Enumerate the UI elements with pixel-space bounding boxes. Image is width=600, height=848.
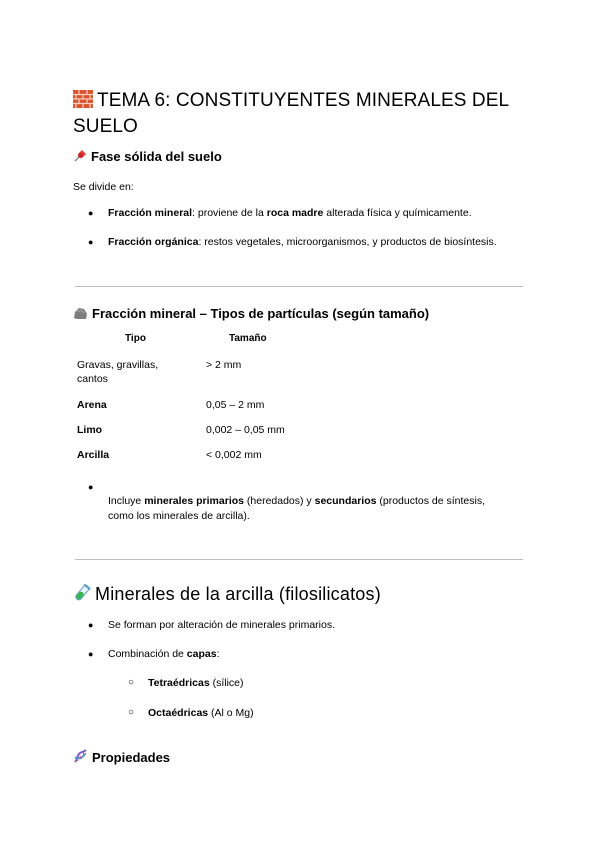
section-heading-propiedades — [73, 749, 170, 766]
bullet-icon: ● — [88, 649, 94, 659]
test-tube-icon — [73, 584, 91, 602]
heading-text: Fase sólida del suelo — [91, 149, 222, 164]
item-text: (Al o Mg) — [208, 707, 254, 719]
item-text: : restos vegetales, microorganismos, y productos de biosíntesis. — [198, 236, 497, 248]
note-text: Incluye — [108, 495, 145, 507]
table-cell-size: 0,002 – 0,05 mm — [206, 424, 285, 436]
table-header: Tamaño — [229, 333, 267, 344]
table-cell-tipo: Arena — [77, 399, 107, 411]
item-text: : — [216, 648, 220, 660]
table-cell-tipo: Limo — [77, 424, 103, 436]
heading-text: Fracción mineral – Tipos de partículas (según tamaño) — [92, 306, 430, 321]
table-cell-tipo: Gravas, gravillas, cantos — [77, 359, 159, 385]
page-title — [73, 88, 533, 140]
dna-icon — [73, 749, 88, 764]
item-text: Se forman por alteración de minerales primarios. — [108, 619, 336, 631]
pushpin-icon — [73, 149, 87, 163]
note-bold: secundarios — [314, 495, 377, 507]
section-divider — [75, 286, 523, 287]
intro-text: Se divide en: — [73, 181, 134, 193]
item-bold: Fracción orgánica — [108, 236, 199, 248]
item-text: : proviene de la — [192, 207, 267, 219]
item-bold: Fracción mineral — [108, 207, 193, 219]
rock-icon — [73, 307, 88, 320]
item-text: alterada física y químicamente. — [323, 207, 472, 219]
bullet-icon: ● — [88, 237, 94, 247]
table-cell-size: < 0,002 mm — [206, 449, 262, 461]
table-cell-tipo: Arcilla — [77, 449, 110, 461]
bullet-icon: ● — [88, 482, 94, 492]
note-text: (productos de síntesis, — [376, 495, 486, 507]
brick-icon — [73, 90, 93, 108]
item-bold: roca madre — [266, 207, 324, 219]
item-text: (sílice) — [209, 677, 244, 689]
heading-text: Minerales de la arcilla (filosilicatos) — [95, 584, 381, 604]
table-header: Tipo — [125, 333, 146, 344]
bullet-icon: ● — [88, 620, 94, 630]
note-bold: minerales primarios — [144, 495, 244, 507]
item-bold: Octaédricas — [148, 707, 209, 719]
section-heading-minerales-arcilla — [73, 583, 381, 605]
note-text: (heredados) y — [243, 495, 315, 507]
title-text: TEMA 6: CONSTITUYENTES MINERALES DEL SUELO — [73, 90, 509, 137]
item-bold: Tetraédricas — [148, 677, 210, 689]
note-line — [108, 494, 485, 508]
table-cell-size: > 2 mm — [206, 359, 242, 371]
table-cell-size: 0,05 – 2 mm — [206, 399, 265, 411]
heading-text: Propiedades — [92, 750, 171, 765]
circle-bullet-icon: ○ — [128, 707, 135, 718]
circle-bullet-icon: ○ — [128, 677, 135, 688]
item-bold: capas — [186, 648, 217, 660]
section-divider — [75, 559, 523, 560]
section-heading-fase-solida — [73, 149, 222, 165]
item-text: Combinación de — [108, 648, 187, 660]
bullet-icon: ● — [88, 208, 94, 218]
section-heading-fraccion-mineral — [73, 306, 429, 322]
note-line-2: como los minerales de arcilla). — [108, 510, 250, 522]
